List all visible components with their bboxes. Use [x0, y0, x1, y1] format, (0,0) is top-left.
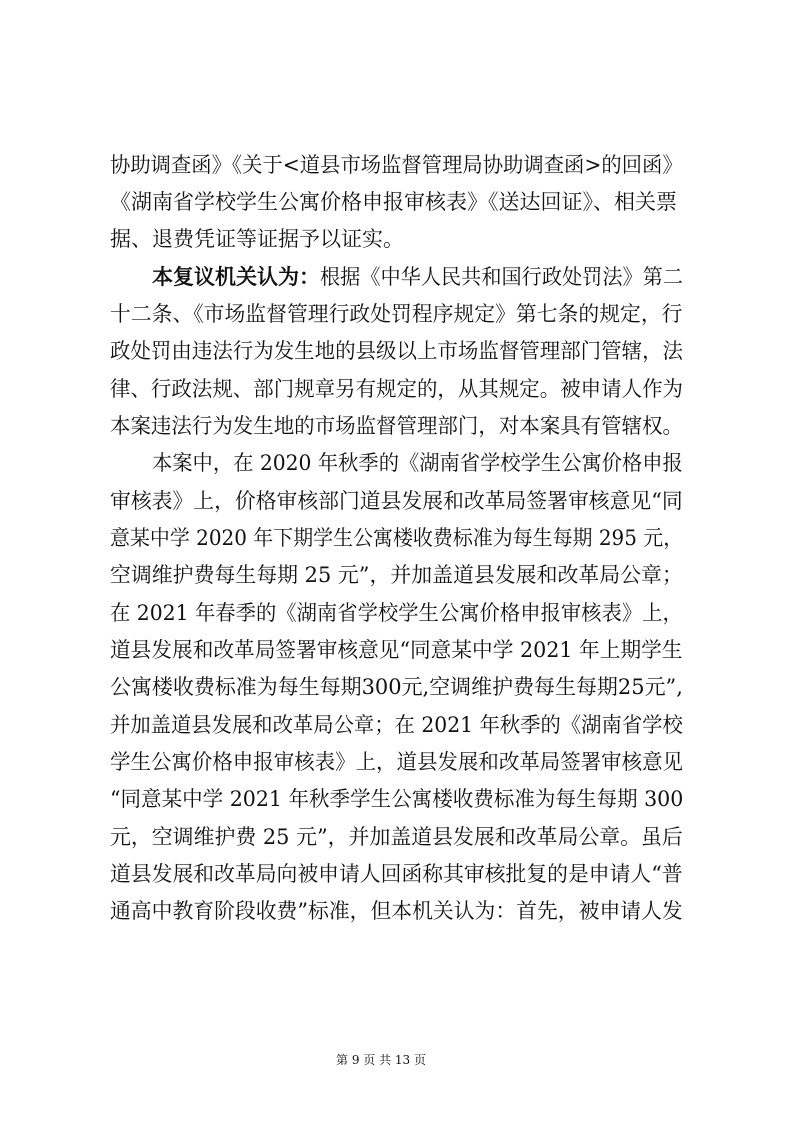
text-line-2: 《湖南省学校学生公寓价格申报审核表》《送达回证》、相关票: [110, 190, 677, 214]
page-number: 第 9 页 共 13 页: [336, 1053, 426, 1067]
text-line-11: 意某中学 2020 年下期学生公寓楼收费标准为每生每期 295 元，: [110, 526, 684, 550]
text-line-5: 十二条、《市场监督管理行政处罚程序规定》第七条的规定，行: [110, 302, 683, 326]
text-line-7: 律、行政法规、部门规章另有规定的，从其规定。被申请人作为: [110, 377, 684, 401]
conclusion-lead: 本复议机关认为：: [152, 264, 320, 289]
text-line-10: 审核表》上，价格审核部门道县发展和改革局签署审核意见“同: [110, 489, 683, 513]
text-line-3: 据、退费凭证等证据予以证实。: [110, 227, 404, 251]
text-line-13: 在 2021 年春季的《湖南省学校学生公寓价格申报审核表》上，: [110, 601, 683, 625]
text-line-21: 通高中教育阶段收费”标准，但本机关认为：首先，被申请人发: [110, 899, 683, 923]
text-line-16: 并加盖道县发展和改革局公章；在 2021 年秋季的《湖南省学校: [110, 713, 683, 737]
text-line-8: 本案违法行为发生地的市场监督管理部门，对本案具有管辖权。: [110, 414, 684, 438]
text-line-12: 空调维护费每生每期 25 元”，并加盖道县发展和改革局公章；: [110, 563, 683, 587]
text-line-6: 政处罚由违法行为发生地的县级以上市场监督管理部门管辖，法: [110, 339, 684, 363]
text-line-19: 元，空调维护费 25 元”，并加盖道县发展和改革局公章。虽后: [110, 825, 683, 849]
text-line-17: 学生公寓价格申报审核表》上，道县发展和改革局签署审核意见: [110, 750, 684, 774]
page-footer: [0, 1050, 793, 1070]
text-line-15: 公寓楼收费标准为每生每期300元,空调维护费每生每期25元”,: [110, 675, 683, 699]
text-line-1: 协助调查函》《关于<道县市场监督管理局协助调查函>的回函》: [110, 153, 683, 177]
text-line-9: 本案中，在 2020 年秋季的《湖南省学校学生公寓价格申报: [152, 451, 683, 475]
text-line-20: 道县发展和改革局向被申请人回函称其审核批复的是申请人“普: [110, 862, 683, 886]
text-line-14: 道县发展和改革局签署审核意见“同意某中学 2021 年上期学生: [110, 638, 683, 662]
text-line-4: 本复议机关认为： 根据《中华人民共和国行政处罚法》第二: [0, 262, 793, 292]
text-line-18: “同意某中学 2021 年秋季学生公寓楼收费标准为每生每期 300: [110, 787, 684, 811]
